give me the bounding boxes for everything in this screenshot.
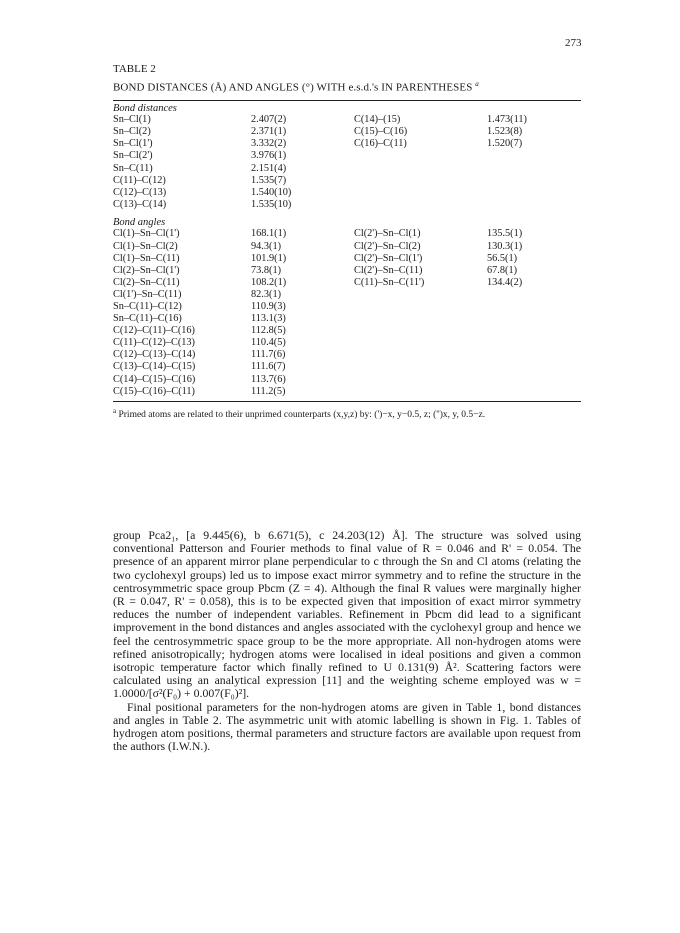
distance-bond2-cell — [346, 163, 467, 175]
angle-val1-cell: 110.9(3) — [251, 300, 286, 312]
angle-bond2-cell: Cl(2')–Sn–C(11) — [354, 264, 423, 276]
angle-bond2-cell — [346, 313, 467, 325]
angles-grid — [113, 228, 581, 397]
distance-val2-cell — [467, 163, 581, 175]
angle-bond2-cell — [346, 325, 467, 337]
distance-val1-cell: 1.535(7) — [251, 174, 287, 186]
distance-bond2-cell: C(15)–C(16) — [354, 126, 408, 138]
angle-bond1-cell: Cl(2)–Sn–C(11) — [113, 276, 180, 288]
angle-val2-cell — [467, 349, 581, 361]
distance-bond1-cell: Sn–Cl(1') — [113, 138, 153, 150]
angle-bond1-cell: C(14)–C(15)–C(16) — [113, 373, 196, 385]
angle-val1-cell: 112.8(5) — [251, 325, 286, 337]
distance-val2-cell — [467, 187, 581, 199]
angle-val2-cell — [467, 313, 581, 325]
angle-bond1-cell: C(12)–C(13)–C(14) — [113, 349, 196, 361]
angle-bond2-cell — [346, 386, 467, 398]
distance-bond1-cell: C(13)–C(14) — [113, 198, 167, 210]
angle-val2-cell — [467, 289, 581, 301]
angle-val2-cell — [467, 361, 581, 373]
angle-val1-cell: 113.1(3) — [251, 313, 286, 325]
angle-val2-cell — [467, 374, 581, 386]
angle-bond2-cell: Cl(2')–Sn–Cl(1') — [354, 252, 423, 264]
angle-val1-cell: 168.1(1) — [251, 228, 287, 240]
angle-val1-cell: 101.9(1) — [251, 252, 287, 264]
distance-bond2-cell — [346, 187, 467, 199]
angle-bond1-cell: C(13)–C(14)–C(15) — [113, 361, 196, 373]
angle-val1-cell: 108.2(1) — [251, 276, 287, 288]
distance-bond2-cell — [346, 175, 467, 187]
distance-bond1-cell: Sn–Cl(2) — [113, 126, 151, 138]
angle-val1-cell: 110.4(5) — [251, 337, 286, 349]
angle-bond2-cell: Cl(2')–Sn–Cl(2) — [354, 240, 421, 252]
distance-val2-cell: 1.520(7) — [487, 138, 523, 150]
distance-val1-cell: 3.332(2) — [251, 138, 287, 150]
distance-val2-cell: 1.473(11) — [487, 114, 527, 126]
footnote-text: Primed atoms are related to their unprimed counterparts (x,y,z) by: (')−x, y−0.5, z; ('')x, y, 0.5−z. — [118, 409, 486, 420]
angle-bond1-cell: Cl(2)–Sn–Cl(1') — [113, 264, 180, 276]
angle-bond2-cell — [346, 301, 467, 313]
distance-val2-cell — [467, 199, 581, 211]
angle-bond2-cell: Cl(2')–Sn–Cl(1) — [354, 228, 421, 240]
distances-grid — [113, 114, 581, 211]
angle-bond1-cell: Cl(1)–Sn–Cl(2) — [113, 240, 178, 252]
distance-val2-cell — [467, 175, 581, 187]
angle-val2-cell — [467, 386, 581, 398]
angle-bond1-cell: Cl(1)–Sn–Cl(1') — [113, 228, 180, 240]
body-text — [113, 529, 581, 753]
distance-bond1-cell: Sn–C(11) — [113, 162, 153, 174]
table-caption — [113, 77, 581, 96]
body-paragraph: Final positional parameters for the non-hydrogen atoms are given in Table 1, bond distances and angles in Table 2. The asymmetric unit with atomic labelling is shown in Fig. 1. Tables of hydrogen atom positions, thermal parameters and structure factors are available upon request from the authors (I.W.N.). — [113, 699, 581, 754]
distance-bond1-cell: C(11)–C(12) — [113, 174, 166, 186]
distance-val2-cell — [467, 150, 581, 162]
angle-val2-cell: 67.8(1) — [487, 264, 518, 276]
distance-val1-cell: 1.535(10) — [251, 198, 292, 210]
angle-bond2-cell — [346, 289, 467, 301]
angle-bond1-cell: C(12)–C(11)–C(16) — [113, 325, 195, 337]
distance-bond2-cell — [346, 150, 467, 162]
angle-val1-cell: 113.7(6) — [251, 373, 286, 385]
angle-bond2-cell: C(11)–Sn–C(11') — [354, 276, 425, 288]
distance-val1-cell: 3.976(1) — [251, 150, 287, 162]
angle-val1-cell: 73.8(1) — [251, 264, 282, 276]
angle-val1-cell: 94.3(1) — [251, 240, 282, 252]
angle-val2-cell — [467, 325, 581, 337]
body-paragraph: group Pca2₁, [a 9.445(6), b 6.671(5), c 24.203(12) Å]. The structure was solved using conventional Patterson and Fourier methods to final value of R = 0.046 and R' = 0.054. The presence of an apparent mirror plane perpendicular to c through the Sn and Cl atoms (relating the two cyclohexyl groups) led us to impose exact mirror symmetry and to refine the structure in the centrosymmetric space group Pbcm (Z = 4). Although the final R values were marginally higher (R = 0.047, R' = 0.058), this is to be expected given that imposition of exact mirror symmetry reduces the number of independent variables. Refinement in Pbcm did lead to a significant improvement in the bond distances and angles associated with the cyclohexyl group and hence we feel the centrosymmetric space group to be the more appropriate. All non-hydrogen atoms were refined anisotropically; hydrogen atoms were localised in ideal positions and given a common isotropic temperature factor which finally refined to U 0.131(9) Å². Scattering factors were calculated using an analytical expression [11] and the weighting scheme employed was w = 1.0000/[σ²(F₀) + 0.007(F₀)²]. — [113, 528, 581, 701]
distance-val1-cell: 2.407(2) — [251, 114, 287, 126]
angle-val1-cell: 111.2(5) — [251, 385, 286, 397]
angle-bond1-cell: Cl(1')–Sn–C(11) — [113, 288, 182, 300]
distance-val1-cell: 2.371(1) — [251, 126, 287, 138]
footnote-mark: a — [113, 406, 117, 415]
distance-val1-cell: 1.540(10) — [251, 186, 292, 198]
table-caption-mark: a — [475, 80, 479, 88]
distances-title: Bond distances — [113, 102, 177, 114]
angle-bond2-cell — [346, 374, 467, 386]
table-label: TABLE 2 — [113, 63, 156, 75]
angle-bond2-cell — [346, 361, 467, 373]
distance-bond1-cell: C(12)–C(13) — [113, 186, 167, 198]
angle-val1-cell: 111.7(6) — [251, 349, 286, 361]
angle-bond2-cell — [346, 349, 467, 361]
page-number: 273 — [565, 37, 582, 49]
angle-bond1-cell: C(11)–C(12)–C(13) — [113, 337, 195, 349]
angle-bond1-cell: C(15)–C(16)–C(11) — [113, 385, 195, 397]
angle-val2-cell: 134.4(2) — [487, 276, 523, 288]
table-2 — [113, 62, 581, 421]
angle-val2-cell — [467, 337, 581, 349]
angle-val1-cell: 82.3(1) — [251, 288, 282, 300]
angle-val2-cell: 56.5(1) — [487, 252, 518, 264]
table-footnote — [113, 405, 581, 421]
angle-bond1-cell: Sn–C(11)–C(16) — [113, 313, 182, 325]
distance-bond2-cell: C(16)–C(11) — [354, 138, 407, 150]
angle-val1-cell: 111.6(7) — [251, 361, 286, 373]
angle-val2-cell: 130.3(1) — [487, 240, 523, 252]
angles-title: Bond angles — [113, 216, 166, 228]
distance-val2-cell: 1.523(8) — [487, 126, 523, 138]
table-top-rule — [113, 100, 581, 101]
angle-val2-cell — [467, 301, 581, 313]
distance-bond1-cell: Sn–Cl(1) — [113, 114, 151, 126]
angle-bond1-cell: Sn–C(11)–C(12) — [113, 300, 182, 312]
table-caption-text: BOND DISTANCES (Å) AND ANGLES (°) WITH e.s.d.'s IN PARENTHESES — [113, 81, 473, 94]
distance-bond1-cell: Sn–Cl(2') — [113, 150, 153, 162]
distance-val1-cell: 2.151(4) — [251, 162, 287, 174]
angle-bond1-cell: Cl(1)–Sn–C(11) — [113, 252, 180, 264]
angle-bond2-cell — [346, 337, 467, 349]
distance-bond2-cell: C(14)–(15) — [354, 114, 401, 126]
table-bottom-rule — [113, 401, 581, 402]
distance-bond2-cell — [346, 199, 467, 211]
angle-val2-cell: 135.5(1) — [487, 228, 523, 240]
